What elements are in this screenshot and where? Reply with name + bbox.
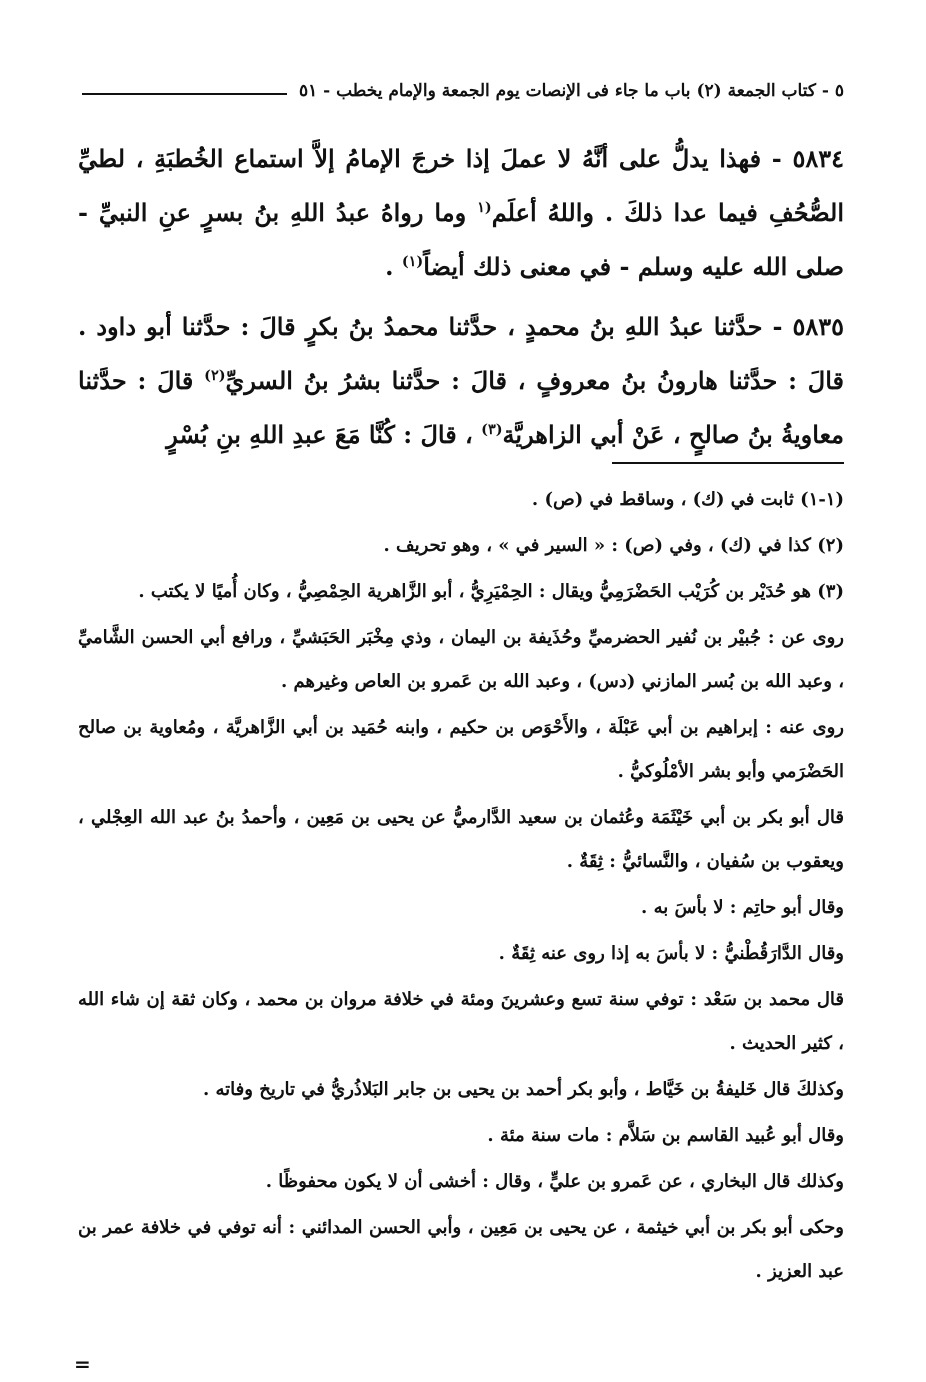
footnote-3-abu-hatim: وقال أبو حاتِم : لا بأسَ به . <box>641 897 844 918</box>
paragraph-5835 <box>78 300 844 462</box>
para1-text-a: ٥٨٣٤ - فهذا يدلُّ على أنَّهُ لا عملَ إذا خرجَ الإمامُ إلاَّ استماع الخُطبَةِ ، لطيِّ الصُّحُفِ فيما عدا ذلكَ . واللهُ أعلَم <box>78 144 844 227</box>
footnote-ref-1-end: (١) <box>401 253 424 270</box>
footnote-3-ibn-sad: قال محمد بن سَعْد : توفي سنة تسع وعشرينَ ومئة في خلافة مروان بن محمد ، وكان ثقة إن شاء الله ، كثير الحديث . <box>78 989 844 1054</box>
footnotes <box>78 478 844 1296</box>
footnote-3: (٣) هو حُدَيْر بن كُرَيْب الحَضْرَمِيُّ ويقال : الحِمْيَرِيُّ ، أبو الزَّاهرية الحِمْصِيُّ ، وكان أُميًا لا يكتب . <box>138 581 844 602</box>
paragraph-5834 <box>78 132 844 294</box>
footnote-ref-3: (٣) <box>481 421 503 438</box>
footnote-separator <box>612 462 844 464</box>
para2-text-a: ٥٨٣٥ - حدَّثنا عبدُ اللهِ بنُ محمدٍ ، حدَّثنا محمدُ بنُ بكرٍ قالَ : حدَّثنا أبو داود . قالَ : حدَّثنا هارونُ بنُ معروفٍ ، قالَ : حدَّثنا بشرُ بنُ السريِّ <box>78 312 844 395</box>
running-header <box>82 76 844 106</box>
para2-text-c: ، قالَ : كُنَّا مَعَ عبدِ اللهِ بنِ بُسْرٍ <box>166 420 482 449</box>
footnote-3-madaini: وحكى أبو بكر بن أبي خيثمة ، عن يحيى بن مَعِين ، وأبي الحسن المدائني : أنه توفي في خلافة عمر بن عبد العزيز . <box>78 1217 844 1282</box>
footnote-ref-2: (٢) <box>204 367 226 384</box>
header-title: ٥ - كتاب الجمعة (٢) باب ما جاء فى الإنصات يوم الجمعة والإمام يخطب - ٥١ <box>298 81 844 101</box>
footnote-2: (٢) كذا في (ك) ، وفي (ص) : « السير في » ، وهو تحريف . <box>383 535 844 556</box>
footnote-3-narrated-by: روى عنه : إبراهيم بن أبي عَبْلَة ، والأَحْوَص بن حكيم ، وابنه حُمَيد بن أبي الزَّاهريَّة ، ومُعاوية بن صالح الحَضْرَمي وأبو بشر الأمْلُوكيُّ . <box>78 717 844 782</box>
footnote-1: (١-١) ثابت في (ك) ، وساقط في (ص) . <box>531 489 844 510</box>
para1-text-b: وما رواهُ عبدُ اللهِ بنُ بسرٍ عنِ النبيِّ - صلى الله عليه وسلم - في معنى ذلك أيضاً <box>78 198 844 281</box>
main-text <box>78 132 844 468</box>
para2-text-b: قالَ : حدَّثنا معاويةُ بنُ صالحٍ ، عَنْ أبي الزاهريَّة <box>78 366 844 449</box>
footnote-ref-1: (١ <box>477 199 492 216</box>
footnote-3-abu-ubayd: وقال أبو عُبيد القاسم بن سَلاَّم : مات سنة مئة . <box>487 1125 844 1146</box>
footnote-3-daraqutni: وقال الدَّارَقُطْنيُّ : لا بأسَ به إذا روى عنه ثِقَةٌ . <box>498 943 844 964</box>
continuation-mark: = <box>74 1352 91 1376</box>
footnote-3-khalifa: وكذلكَ قال خَليفةُ بن خَيَّاط ، وأبو بكر أحمد بن يحيى بن جابر البَلاذُريُّ في تاريخ وفاته . <box>202 1079 844 1100</box>
header-rule <box>82 93 287 95</box>
footnote-3-narrated-from: روى عن : جُبيْر بن نُفير الحضرميِّ وحُذَيفة بن اليمان ، وذي مِخْبَر الحَبَشيِّ ، ورافع أبي الحسن الشَّاميِّ ، وعبد الله بن بُسر المازني (دس) ، وعبد الله بن عَمرو بن العاص وغيرهم . <box>78 627 844 692</box>
para1-text-c: . <box>385 252 402 281</box>
footnote-3-ibn-abi-khaythama: قال أبو بكر بن أبي خَيْثَمَة وعُثمان بن سعيد الدَّارميُّ عن يحيى بن مَعِين ، وأحمدُ بنُ عبد الله العِجْلي ، ويعقوب بن سُفيان ، والنَّسائيُّ : ثِقَةٌ . <box>78 807 844 872</box>
footnote-3-bukhari: وكذلك قال البخاري ، عن عَمرو بن عليٍّ ، وقال : أخشى أن لا يكون محفوظًا . <box>265 1171 844 1192</box>
